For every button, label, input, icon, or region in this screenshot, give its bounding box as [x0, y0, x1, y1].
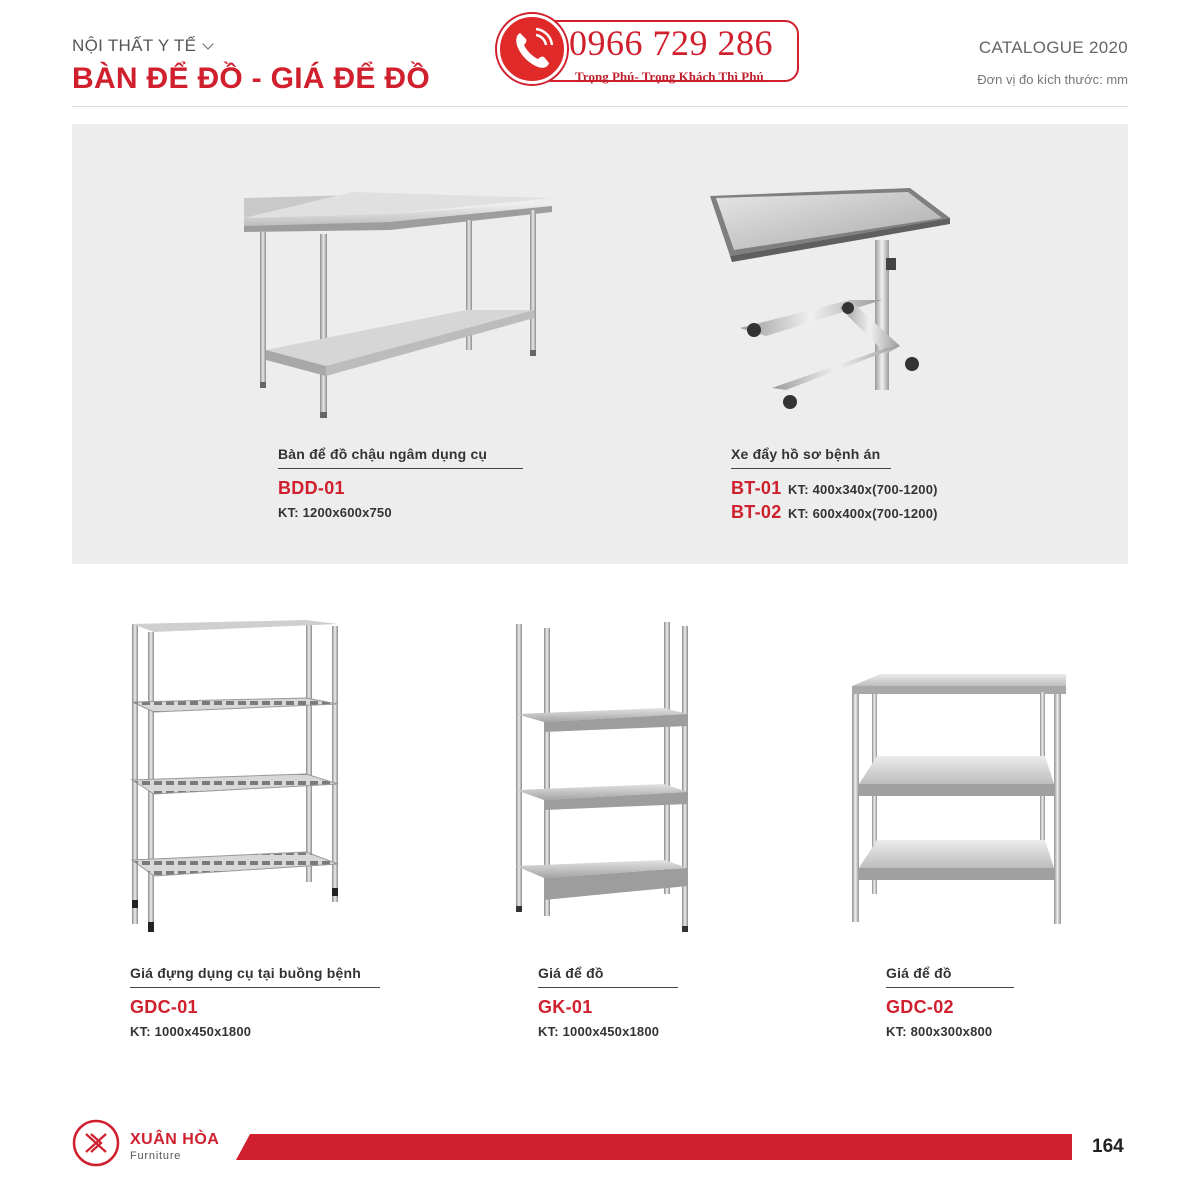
- hotline-slogan: Trọng Phú- Trọng Khách Thì Phú: [575, 69, 764, 84]
- product-name-gdc02: Giá để đồ: [886, 965, 952, 981]
- product-code-gdc01: GDC-01: [130, 997, 198, 1017]
- solid-shelf-rack-icon[interactable]: [512, 618, 692, 943]
- wire-shelf-rack-icon[interactable]: [128, 618, 343, 943]
- name-underline: [731, 468, 891, 469]
- category-label[interactable]: [72, 36, 430, 56]
- catalogue-label: CATALOGUE 2020: [978, 38, 1128, 57]
- chevron-down-icon[interactable]: [203, 38, 214, 49]
- name-underline: [278, 468, 523, 469]
- product-name-bdd01: Bàn để đồ chậu ngâm dụng cụ: [278, 446, 488, 462]
- low-shelf-table-icon[interactable]: [844, 672, 1076, 933]
- footer-bar: [236, 1134, 1072, 1160]
- product-dims-bt01: KT: 400x340x(700-1200): [788, 482, 938, 497]
- hotline-number[interactable]: 0966 729 286: [569, 23, 773, 63]
- brand-subtitle: Furniture: [130, 1150, 182, 1162]
- product-dims-bt02: KT: 600x400x(700-1200): [788, 506, 938, 521]
- product-name-bt: Xe đẩy hồ sơ bệnh án: [731, 446, 881, 462]
- product-code-bt02: BT-02: [731, 502, 782, 522]
- name-underline: [886, 987, 1014, 988]
- product-name-gk01: Giá để đồ: [538, 965, 604, 981]
- product-name-gdc01: Giá đựng dụng cụ tại buồng bệnh: [130, 965, 361, 981]
- unit-note: Đơn vị đo kích thước: mm: [977, 72, 1128, 87]
- product-dims-bdd01: KT: 1200x600x750: [278, 505, 392, 520]
- product-code-bdd01: BDD-01: [278, 478, 345, 498]
- name-underline: [130, 987, 380, 988]
- header-right: [977, 38, 1128, 87]
- featured-panel: [72, 124, 1128, 564]
- header-divider: [72, 106, 1128, 107]
- hotline-banner[interactable]: [497, 14, 800, 90]
- page-title: BÀN ĐỂ ĐỒ - GIÁ ĐỂ ĐỒ: [72, 62, 430, 95]
- phone-icon: [497, 14, 567, 84]
- product-dims-gdc01: KT: 1000x450x1800: [130, 1024, 252, 1039]
- category-text: NỘI THẤT Y TẾ: [72, 36, 197, 55]
- product-code-gdc02: GDC-02: [886, 997, 954, 1017]
- product-dims-gdc02: KT: 800x300x800: [886, 1024, 993, 1039]
- stainless-work-table-icon[interactable]: [240, 190, 560, 425]
- header-left: [72, 36, 430, 96]
- xuan-hoa-logo-icon[interactable]: [72, 1119, 120, 1167]
- page-number: 164: [1092, 1136, 1124, 1157]
- product-code-gk01: GK-01: [538, 997, 593, 1017]
- brand-name: XUÂN HÒA: [130, 1131, 220, 1148]
- product-dims-gk01: KT: 1000x450x1800: [538, 1024, 660, 1039]
- name-underline: [538, 987, 678, 988]
- overbed-tray-cart-icon[interactable]: [700, 178, 960, 423]
- product-code-bt01: BT-01: [731, 478, 782, 498]
